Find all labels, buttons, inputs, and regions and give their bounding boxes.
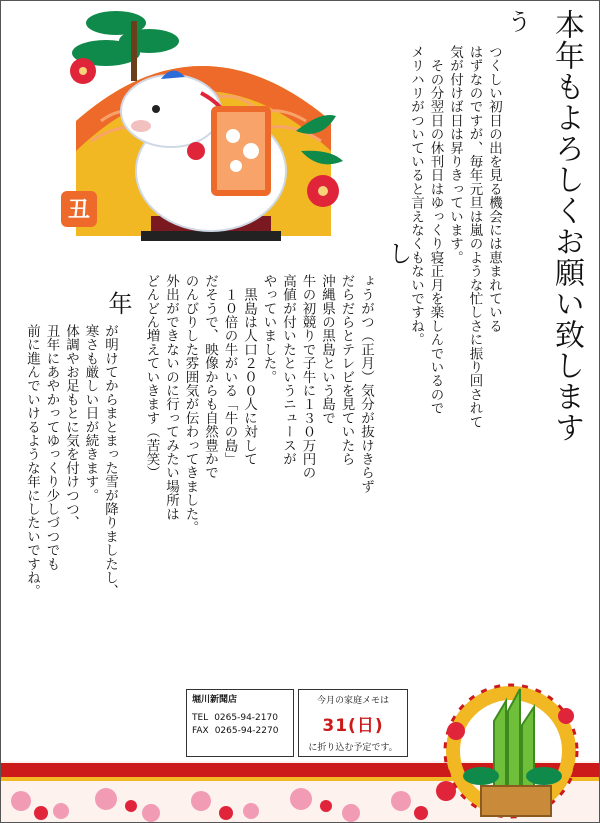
memo-note: に折り込む予定です。: [308, 743, 398, 753]
section-2-body: ょうがつ（正月）気分が抜けきらず だらだらとテレビを見ていたら 沖縄県の黒島という島で 牛の初競りで子牛に１３０万円の 高値が付いたというニュースが やっていました。 黒島は人口２００人に対して １０倍の牛がいる「牛の島」 だそうで、映像からも自然豊かで のんびりした雰囲気が伝わってきました。 外出ができないのに行ってみたい場所は どんどん増えていきます（苦笑）: [143, 274, 374, 535]
memo-date: 31(日): [322, 716, 384, 736]
section-3-body: が明けてからまとまった雪が降りましたし、 寒さも厳しい日が続きます。 体調やお足もとに気を付けつつ、 丑年にあやかってゆっくり少しづつでも 前に進んでいけるような年にしたいですね。: [24, 324, 118, 598]
ox-bell: [187, 142, 205, 160]
shop-info-box: [186, 689, 294, 757]
section-2-heading: し: [384, 241, 412, 265]
fax-number: 0265-94-2270: [214, 726, 279, 736]
bamboo-stalk-icon: [494, 689, 534, 801]
tel-label: TEL: [192, 713, 209, 723]
memo-label: 今月の家庭メモは: [316, 696, 389, 706]
kadomatsu-illustration: [426, 681, 586, 821]
section-1-body: つくしい初日の出を見る機会には恵まれている はずなのですが、毎年元旦は嵐のような忙しさに振り回されて 気が付けば日は昇りきっています。 その分翌日の休刊日はゆっくり寝正月を楽しんでいるので メリハリがついていると言えなくもないですね。: [408, 45, 502, 429]
shop-fax-row: [192, 725, 288, 738]
section-1-heading: う: [503, 9, 531, 33]
kadomatsu-base: [481, 786, 551, 816]
ox-zodiac-badge-text: 丑: [67, 198, 91, 223]
tel-number: 0265-94-2170: [214, 713, 278, 723]
family-memo-box: [298, 689, 408, 757]
ox-new-year-illustration: [61, 1, 351, 251]
ox-head: [121, 75, 221, 147]
section-3-heading: 年: [104, 291, 132, 315]
fax-label: FAX: [192, 726, 209, 736]
shop-name: 堀川新聞店: [192, 695, 238, 705]
page-title: 本年もよろしくお願い致します: [549, 9, 584, 443]
shop-tel-row: [192, 712, 288, 725]
